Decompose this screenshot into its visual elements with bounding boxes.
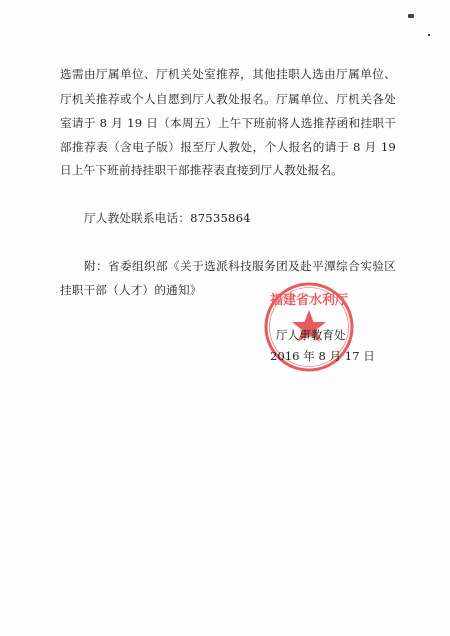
issuing-office: 厅人事教育处 xyxy=(276,328,346,342)
body-line: 部推荐表（含电子版）报至厅人教处，个人报名的请于 8 月 19 xyxy=(60,140,396,154)
seal-text: 福建省水利厅 xyxy=(269,293,349,308)
attachment-note: 挂职干部（人才）的通知》 xyxy=(60,283,202,297)
body-line: 室请于 8 月 19 日（本周五）上午下班前将人选推荐函和挂职干 xyxy=(60,116,396,130)
body-line: 选需由厅属单位、厅机关处室推荐，其他挂职人选由厅属单位、 xyxy=(60,67,396,81)
issue-date: 2016 年 8 月 17 日 xyxy=(270,349,375,363)
body-line: 厅机关推荐或个人自愿到厅人教处报名。厅属单位、厅机关各处 xyxy=(60,92,396,106)
body-line: 日上午下班前持挂职干部推荐表直接到厅人教处报名。 xyxy=(60,163,344,177)
scan-speck xyxy=(408,14,414,18)
attachment-note: 附：省委组织部《关于选派科技服务团及赴平潭综合实验区 xyxy=(84,259,396,273)
contact-phone: 厅人教处联系电话：87535864 xyxy=(84,211,251,225)
scan-speck xyxy=(428,34,430,36)
